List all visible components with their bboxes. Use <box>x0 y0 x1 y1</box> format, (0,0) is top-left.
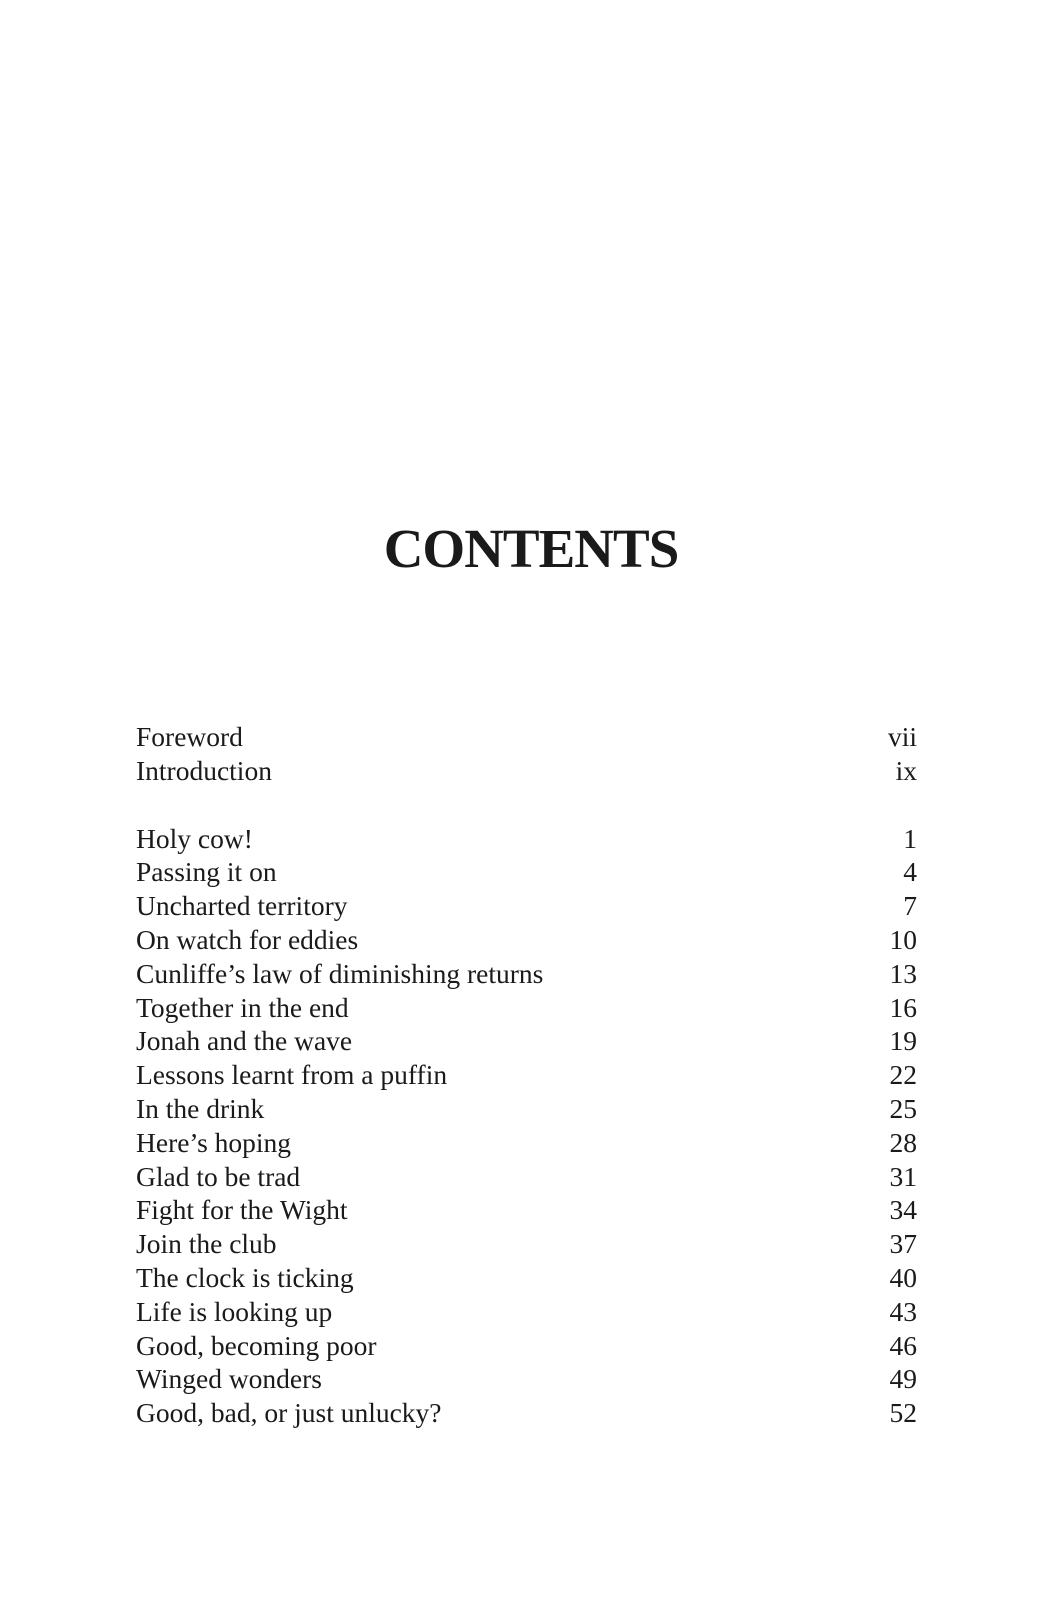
toc-entry[interactable] <box>136 1362 917 1396</box>
toc-entry[interactable] <box>136 1193 917 1227</box>
table-of-contents <box>136 720 917 1430</box>
toc-entry-page: 25 <box>889 1092 917 1124</box>
toc-entry-label: The clock is ticking <box>136 1261 354 1293</box>
toc-entry-label: Cunliffe’s law of diminishing returns <box>136 957 544 989</box>
toc-entry[interactable] <box>136 1024 917 1058</box>
toc-entry[interactable] <box>136 855 917 889</box>
toc-entry[interactable] <box>136 923 917 957</box>
toc-entry-label: Here’s hoping <box>136 1126 292 1158</box>
toc-entry[interactable] <box>136 1092 917 1126</box>
front-matter-list <box>136 720 917 788</box>
toc-entry[interactable] <box>136 1295 917 1329</box>
toc-entry[interactable] <box>136 1160 917 1194</box>
toc-entry-page: 40 <box>889 1261 917 1293</box>
toc-entry-page: 28 <box>889 1126 917 1158</box>
toc-entry[interactable] <box>136 1396 917 1430</box>
toc-entry-label: Fight for the Wight <box>136 1194 348 1226</box>
toc-entry-page: vii <box>887 721 917 752</box>
toc-entry-page: 46 <box>889 1329 917 1361</box>
toc-entry-foreword[interactable] <box>136 720 917 754</box>
toc-entry-page: 4 <box>903 856 917 888</box>
chapter-list <box>136 822 917 1430</box>
toc-entry-page: 34 <box>889 1194 917 1226</box>
toc-entry-page: 19 <box>889 1025 917 1057</box>
page-title: CONTENTS <box>383 518 679 579</box>
toc-entry-label: Life is looking up <box>136 1295 333 1327</box>
toc-entry[interactable] <box>136 991 917 1025</box>
toc-entry-label: Lessons learnt from a puffin <box>136 1059 448 1091</box>
toc-entry-label: On watch for eddies <box>136 923 359 955</box>
toc-entry-label: Join the club <box>136 1228 277 1260</box>
toc-entry-page: ix <box>895 754 917 786</box>
toc-entry[interactable] <box>136 822 917 856</box>
toc-entry[interactable] <box>136 1329 917 1363</box>
toc-entry[interactable] <box>136 1261 917 1295</box>
toc-entry-page: 13 <box>889 957 917 989</box>
toc-entry-page: 31 <box>889 1160 917 1192</box>
toc-entry[interactable] <box>136 889 917 923</box>
toc-entry-label: Introduction <box>136 754 272 786</box>
toc-entry-page: 43 <box>889 1295 917 1327</box>
toc-entry-label: Holy cow! <box>136 822 253 854</box>
toc-entry[interactable] <box>136 957 917 991</box>
toc-entry-label: Together in the end <box>136 991 349 1023</box>
toc-entry-label: Foreword <box>136 721 243 752</box>
toc-entry-label: Jonah and the wave <box>136 1025 353 1057</box>
toc-entry-page: 7 <box>903 890 917 922</box>
toc-entry-label: Good, becoming poor <box>136 1329 377 1361</box>
toc-entry-page: 22 <box>889 1059 917 1091</box>
toc-entry[interactable] <box>136 1126 917 1160</box>
toc-entry-label: In the drink <box>136 1092 265 1124</box>
toc-entry-page: 37 <box>889 1228 917 1260</box>
toc-entry-introduction[interactable] <box>136 754 917 788</box>
toc-entry-label: Winged wonders <box>136 1363 323 1395</box>
toc-entry-page: 49 <box>889 1363 917 1395</box>
toc-entry-label: Uncharted territory <box>136 890 348 922</box>
toc-entry-label: Good, bad, or just unlucky? <box>136 1397 442 1429</box>
toc-entry[interactable] <box>136 1058 917 1092</box>
toc-entry-label: Glad to be trad <box>136 1160 301 1192</box>
toc-entry-page: 16 <box>889 991 917 1023</box>
toc-entry[interactable] <box>136 1227 917 1261</box>
toc-entry-label: Passing it on <box>136 856 277 888</box>
toc-entry-page: 10 <box>889 923 917 955</box>
toc-entry-page: 1 <box>903 822 917 854</box>
toc-entry-page: 52 <box>889 1397 917 1429</box>
